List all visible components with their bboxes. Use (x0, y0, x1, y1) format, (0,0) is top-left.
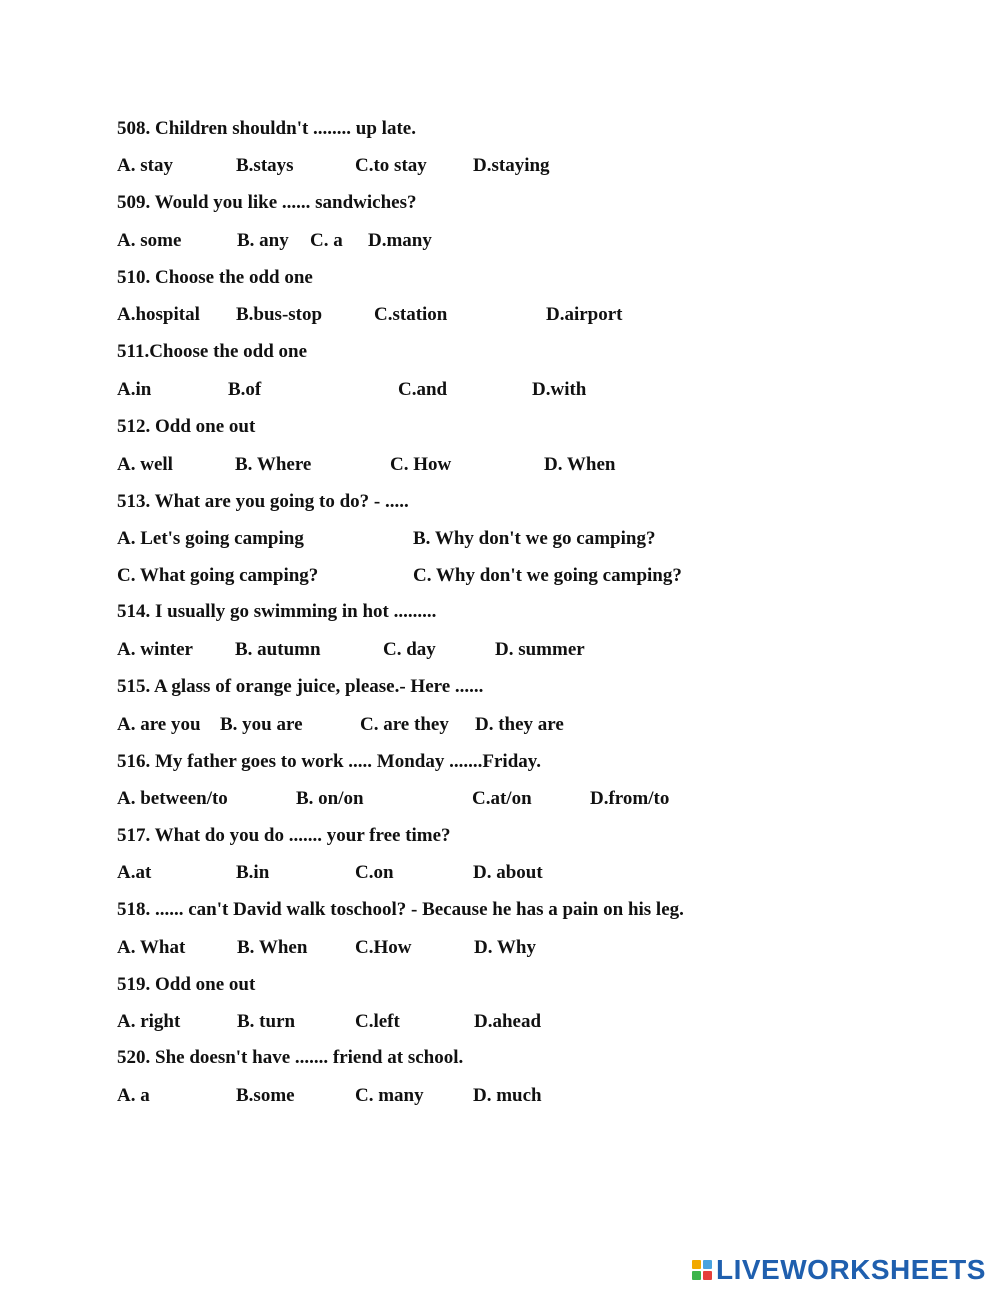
option-b: B.some (236, 1085, 295, 1106)
option-b: B.in (236, 862, 270, 883)
option-c: C.at/on (472, 788, 532, 809)
option-d: D.airport (546, 304, 623, 325)
option-a: A. some (117, 230, 182, 251)
option-a: A.hospital (117, 304, 200, 325)
question-stem: 510. Choose the odd one (117, 267, 313, 288)
option-b: B. When (237, 937, 308, 958)
option-a: A. between/to (117, 788, 228, 809)
option-a: A. winter (117, 639, 193, 660)
question-stem: 514. I usually go swimming in hot ......... (117, 601, 437, 622)
option-d: D. they are (475, 714, 564, 735)
option-b: B. autumn (235, 639, 321, 660)
option-a: A. stay (117, 155, 173, 176)
option-d: D. Why (474, 937, 536, 958)
option-b: B.bus-stop (236, 304, 323, 325)
question-stem: 513. What are you going to do? - ..... (117, 491, 409, 512)
question-stem: 520. She doesn't have ....... friend at school. (117, 1047, 464, 1068)
question-stem: 518. ...... can't David walk toschool? - Because he has a pain on his leg. (117, 899, 684, 920)
option-c: C.and (398, 379, 448, 400)
option-a: A. What (117, 937, 186, 958)
question-stem: 516. My father goes to work ..... Monday .......Friday. (117, 751, 541, 772)
option-d: D.with (532, 379, 587, 400)
option-c: C. What going camping? (117, 565, 319, 586)
question-stem: 511.Choose the odd one (117, 341, 308, 362)
option-b: B.of (228, 379, 262, 400)
option-c: C. day (383, 639, 436, 660)
option-a: A. well (117, 454, 173, 475)
option-d: D.from/to (590, 788, 670, 809)
option-b: B. turn (237, 1011, 296, 1032)
option-c: C.on (355, 862, 394, 883)
option-d: D.many (368, 230, 432, 251)
option-b: B. on/on (296, 788, 364, 809)
option-a: A. right (117, 1011, 181, 1032)
option-a: A. are you (117, 714, 201, 735)
logo-text: LIVEWORKSHEETS (716, 1254, 986, 1285)
question-stem: 512. Odd one out (117, 416, 256, 437)
option-a: A. Let's going camping (117, 528, 304, 549)
option-c: C.to stay (355, 155, 427, 176)
option-d: D. much (473, 1085, 542, 1106)
option-c: C. How (390, 454, 452, 475)
option-c: C. a (310, 230, 343, 251)
liveworksheets-logo-icon (692, 1260, 712, 1280)
question-stem: 519. Odd one out (117, 974, 256, 995)
option-c: C.left (355, 1011, 400, 1032)
option-d: D.ahead (474, 1011, 542, 1032)
option-b: B. you are (220, 714, 303, 735)
option-b: B.stays (236, 155, 294, 176)
option-a: A.at (117, 862, 152, 883)
option-d: D. When (544, 454, 616, 475)
option-d: D. about (473, 862, 543, 883)
option-d: C. Why don't we going camping? (413, 565, 682, 586)
option-b: B. any (237, 230, 289, 251)
question-stem: 509. Would you like ...... sandwiches? (117, 192, 417, 213)
option-a: A.in (117, 379, 152, 400)
option-c: C.How (355, 937, 412, 958)
option-c: C. are they (360, 714, 449, 735)
option-c: C.station (374, 304, 448, 325)
question-stem: 515. A glass of orange juice, please.- Here ...... (117, 676, 484, 697)
option-b: B. Where (235, 454, 312, 475)
option-d: D. summer (495, 639, 585, 660)
liveworksheets-logo[interactable] (692, 1254, 986, 1286)
question-stem: 508. Children shouldn't ........ up late. (117, 118, 416, 139)
option-b: B. Why don't we go camping? (413, 528, 656, 549)
option-d: D.staying (473, 155, 550, 176)
option-c: C. many (355, 1085, 424, 1106)
question-stem: 517. What do you do ....... your free time? (117, 825, 451, 846)
option-a: A. a (117, 1085, 150, 1106)
